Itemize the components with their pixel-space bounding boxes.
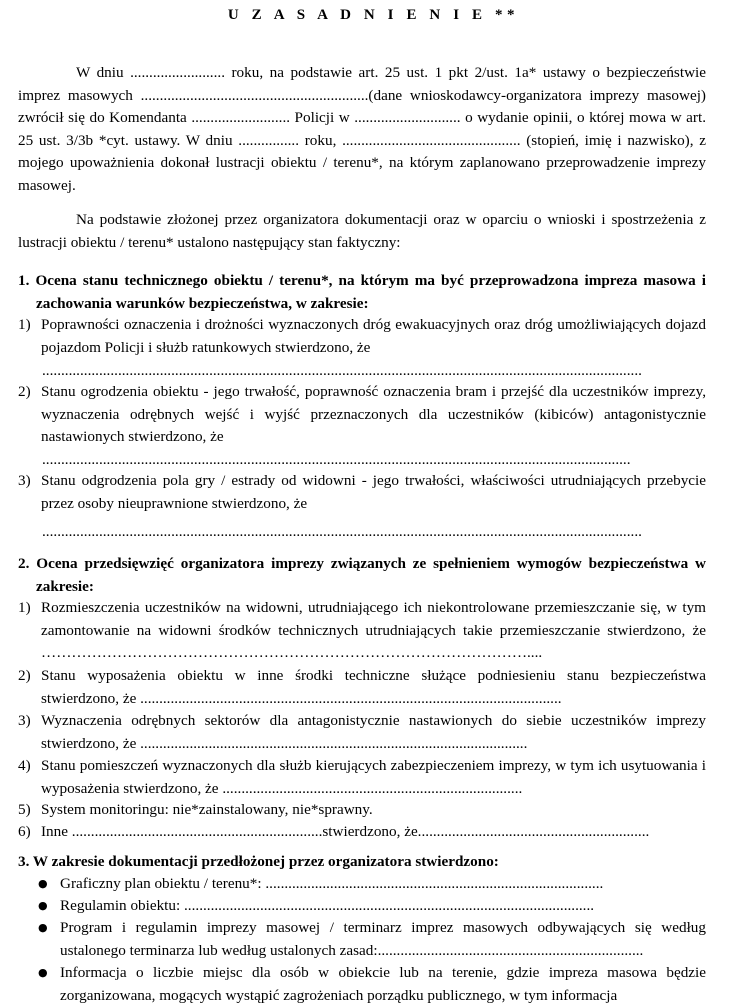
bullet-icon: ● — [38, 899, 48, 912]
answer-line: .............................................................................................................................................................. — [42, 362, 642, 379]
item-number: 1) — [18, 316, 31, 333]
section-2-item-6 — [18, 821, 706, 844]
answer-line: ........................................................................................................................................................... — [42, 451, 631, 468]
item-number: 3) — [18, 472, 31, 489]
section-3-item-4 — [18, 962, 706, 1007]
section-1-item-3 — [18, 470, 706, 515]
section-2-heading: 2. Ocena przedsięwzięć organizatora imprezy związanych ze spełnieniem wymogów bezpieczeństwa w zakresie: — [18, 555, 706, 595]
section-2-item-3 — [18, 710, 706, 755]
section-2-item-5 — [18, 799, 706, 822]
document-title: U Z A S A D N I E N I E ** — [227, 7, 520, 23]
item-text: System monitoringu: nie*zainstalowany, nie*sprawny. — [41, 801, 373, 818]
section-1-item-2 — [18, 381, 706, 449]
item-text: Stanu ogrodzenia obiektu - jego trwałość, poprawność oznaczenia bram i przejść dla uczestników imprezy, wyznaczenia odrębnych wejść i wyjść przeznaczonych dla uczestników (kibiców) antagonistycznie nastawionych stwierdzono, że — [41, 383, 706, 446]
item-text: Regulamin obiektu: ............................................................................................................ — [60, 897, 595, 914]
section-2-item-1 — [18, 597, 706, 665]
facts-paragraph: Na podstawie złożonej przez organizatora dokumentacji oraz w oparciu o wnioski i spostrzeżenia z lustracji obiektu / terenu* ustalono następujący stan faktyczny: — [18, 211, 706, 251]
item-text: Program i regulamin imprezy masowej / terminarz imprez masowych odbywających się według ustalonego terminarza lub według ustalonych zasad:...................................................................... — [60, 919, 706, 959]
item-number: 5) — [18, 801, 31, 818]
item-text: Wyznaczenia odrębnych sektorów dla antagonistycznie nastawionych do siebie uczestników imprezy stwierdzono, że ...................................................................................................... — [41, 712, 706, 752]
intro-paragraph: W dniu ......................... roku, na podstawie art. 25 ust. 1 pkt 2/ust. 1a* ustawy o bezpieczeństwie imprez masowych ............................................................(dane wnioskodawcy-organizatora imprezy masowej) zwrócił się do Komendanta .......................... Policji w ............................ o wydanie opinii, o której mowa w art. 25 ust. 3/3b *cyt. ustawy. W dniu ................ roku, ............................................... (stopień, imię i nazwisko), z mojego upoważnienia dokonał lustracji obiektu / terenu*, na którym zaplanowano przeprowadzenie imprezy masowej. — [18, 64, 706, 194]
item-text: Poprawności oznaczenia i drożności wyznaczonych dróg ewakuacyjnych oraz dróg umożliwiających dojazd pojazdom Policji i służb ratunkowych stwierdzono, że — [41, 316, 706, 356]
item-text: Informacja o liczbie miejsc dla osób w obiekcie lub na terenie, gdzie impreza masowa będzie zorganizowana, mogących wystąpić zagrożeniach porządku publicznego, w tym informacja — [60, 964, 706, 1004]
item-text: Inne ..................................................................stwierdzono, że............................................................. — [41, 823, 650, 840]
item-number: 4) — [18, 757, 31, 774]
section-1-heading: 1. Ocena stanu technicznego obiektu / terenu*, na którym ma być przeprowadzona impreza masowa i zachowania warunków bezpieczeństwa, w zakresie: — [18, 272, 706, 312]
bullet-icon: ● — [38, 877, 48, 890]
item-text: Graficzny plan obiektu / terenu*: ......................................................................................... — [60, 875, 604, 892]
item-number: 1) — [18, 599, 31, 616]
bullet-icon: ● — [38, 966, 48, 979]
item-text: Stanu pomieszczeń wyznaczonych dla służb kierujących zabezpieczeniem imprezy, w tym ich usytuowania i wyposażenia stwierdzono, że ............................................................................... — [41, 757, 706, 797]
section-1-item-1 — [18, 314, 706, 359]
section-3-item-1 — [18, 873, 706, 896]
section-2-item-2 — [18, 665, 706, 710]
item-text: Stanu odgrodzenia pola gry / estrady od widowni - jego trwałości, właściwości utrudniających przebycie przez osoby nieuprawnione stwierdzono, że — [41, 472, 706, 512]
section-3-item-3 — [18, 917, 706, 962]
item-number: 6) — [18, 823, 31, 840]
item-number: 2) — [18, 383, 31, 400]
answer-line: .............................................................................................................................................................. — [42, 523, 642, 540]
item-number: 2) — [18, 667, 31, 684]
item-number: 3) — [18, 712, 31, 729]
item-text: Stanu wyposażenia obiektu w inne środki techniczne służące podniesieniu stanu bezpieczeństwa stwierdzono, że ............................................................................................................... — [41, 667, 706, 707]
bullet-icon: ● — [38, 921, 48, 934]
section-3-heading: 3. W zakresie dokumentacji przedłożonej przez organizatora stwierdzono: — [18, 853, 499, 870]
section-3-item-2 — [18, 895, 706, 918]
section-2-item-4 — [18, 755, 706, 800]
item-text: Rozmieszczenia uczestników na widowni, utrudniającego ich niekontrolowane przemieszczanie się, w tym zamontowanie na widowni środków technicznych utrudniających takie przemieszczanie stwierdzono, że …………………………………………………………………………………….... — [41, 599, 706, 662]
